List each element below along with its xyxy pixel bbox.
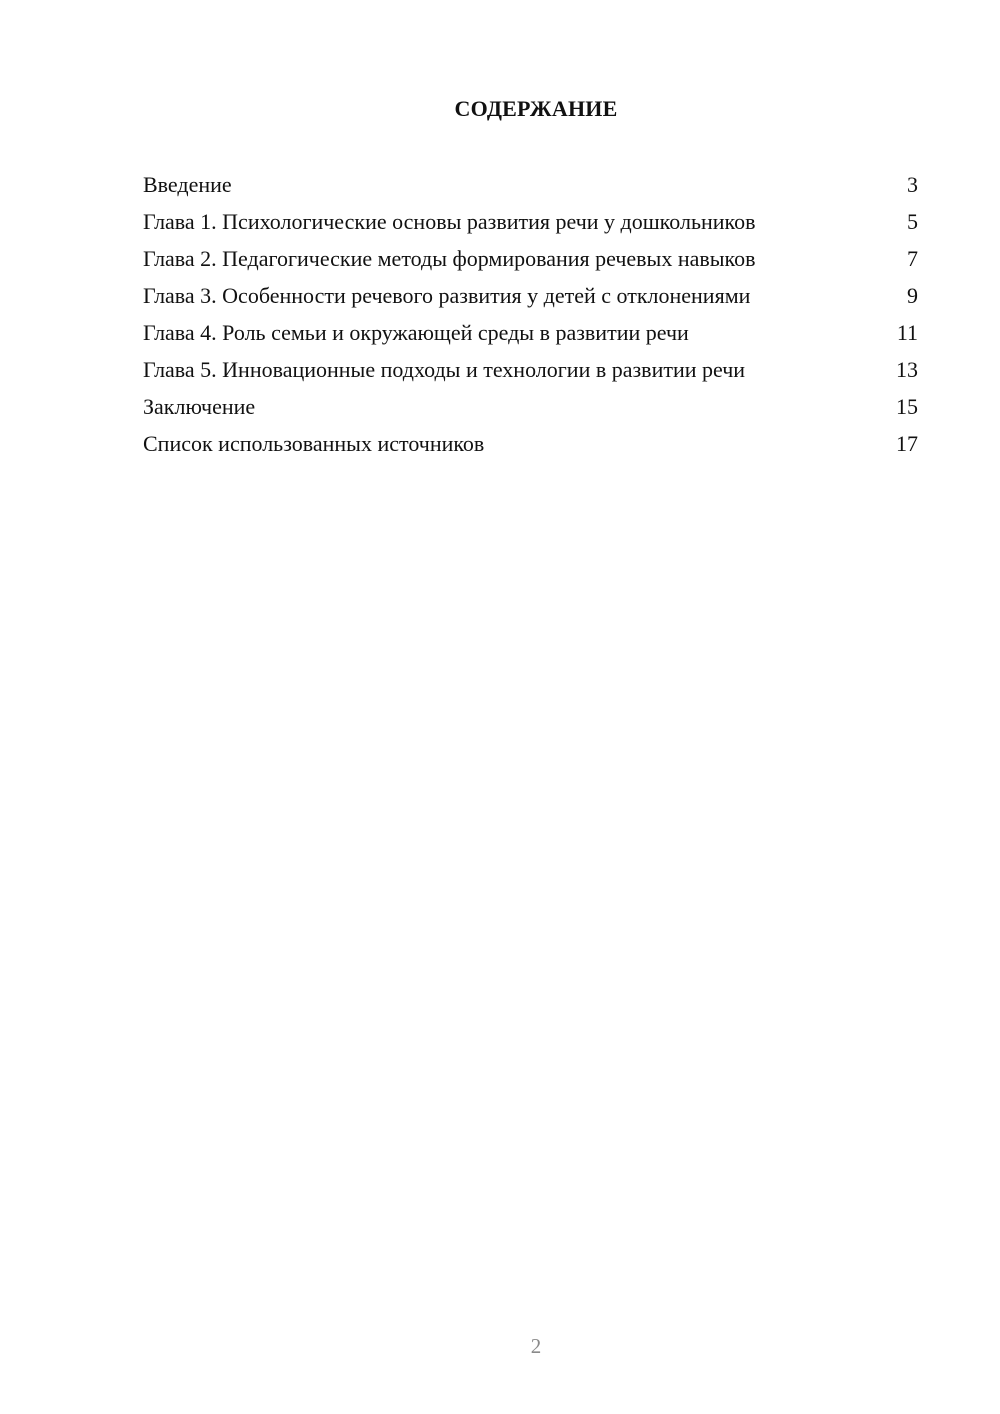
toc-entry-text: Глава 4. Роль семьи и окружающей среды в развитии речи <box>143 320 689 345</box>
toc-entry-chapter-5 <box>143 356 918 383</box>
toc-entry-introduction <box>143 171 918 198</box>
toc-entry-text: Введение <box>143 172 232 197</box>
toc-entry-page: 11 <box>896 320 918 345</box>
toc-entry-chapter-3 <box>143 282 918 309</box>
toc-entry-page: 9 <box>907 283 918 308</box>
table-of-contents <box>143 171 918 467</box>
toc-entry-text: Глава 1. Психологические основы развития речи у дошкольников <box>143 209 756 234</box>
toc-entry-text: Глава 5. Инновационные подходы и технологии в развитии речи <box>143 357 746 382</box>
toc-entry-page: 15 <box>896 394 918 419</box>
toc-entry-references <box>143 430 918 457</box>
toc-entry-page: 3 <box>907 172 918 197</box>
toc-entry-conclusion <box>143 393 918 420</box>
toc-entry-chapter-4 <box>143 319 918 346</box>
toc-entry-text: Заключение <box>143 394 256 419</box>
toc-entry-text: Список использованных источников <box>143 431 485 456</box>
toc-entry-text: Глава 2. Педагогические методы формирования речевых навыков <box>143 246 756 271</box>
toc-entry-chapter-1 <box>143 208 918 235</box>
toc-entry-page: 5 <box>907 209 918 234</box>
toc-entry-text: Глава 3. Особенности речевого развития у детей с отклонениями <box>143 283 751 308</box>
toc-entry-page: 7 <box>907 246 918 271</box>
toc-entry-page: 17 <box>896 431 918 456</box>
toc-entry-page: 13 <box>896 357 918 382</box>
toc-entry-chapter-2 <box>143 245 918 272</box>
page-number: 2 <box>530 1334 542 1358</box>
toc-title: СОДЕРЖАНИЕ <box>454 96 618 121</box>
